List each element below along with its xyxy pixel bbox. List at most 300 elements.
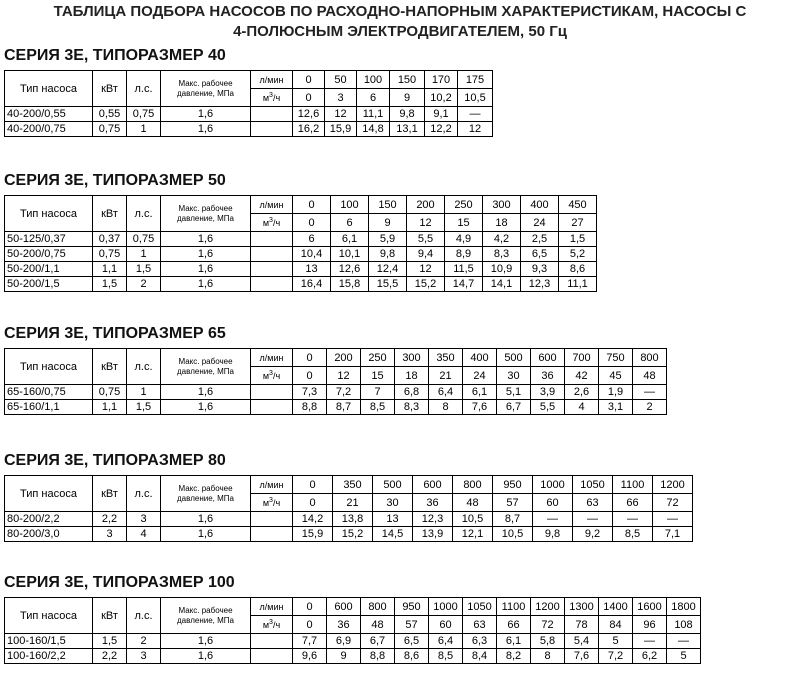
flow-lmin-value: 150 bbox=[390, 71, 425, 89]
pump-pressure: 1,6 bbox=[161, 634, 251, 649]
pump-kw: 2,2 bbox=[93, 512, 127, 527]
head-value: 9,4 bbox=[407, 247, 445, 262]
pump-kw: 1,5 bbox=[93, 277, 127, 292]
head-value: 6,1 bbox=[331, 232, 369, 247]
flow-m3h-value: 60 bbox=[533, 494, 573, 512]
header-row bbox=[5, 476, 693, 494]
table-row bbox=[5, 262, 597, 277]
head-value: 10,1 bbox=[331, 247, 369, 262]
flow-m3h-value: 9 bbox=[369, 214, 407, 232]
pump-pressure: 1,6 bbox=[161, 122, 251, 137]
head-value: 6,8 bbox=[395, 385, 429, 400]
flow-lmin-value: 200 bbox=[327, 349, 361, 367]
unit-spacer-cell bbox=[251, 277, 293, 292]
head-value: 12,3 bbox=[521, 277, 559, 292]
head-value: 9,8 bbox=[390, 107, 425, 122]
head-value: 4,2 bbox=[483, 232, 521, 247]
pump-model: 65-160/0,75 bbox=[5, 385, 93, 400]
pump-hp: 2 bbox=[127, 277, 161, 292]
head-value: 8,6 bbox=[559, 262, 597, 277]
header-row bbox=[5, 598, 701, 616]
col-header-kw: кВт bbox=[93, 476, 127, 512]
table-row bbox=[5, 107, 493, 122]
flow-lmin-value: 1000 bbox=[429, 598, 463, 616]
flow-lmin-value: 400 bbox=[521, 196, 559, 214]
flow-lmin-value: 150 bbox=[369, 196, 407, 214]
head-value: — bbox=[633, 385, 667, 400]
pump-kw: 1,5 bbox=[93, 634, 127, 649]
head-value: 12 bbox=[458, 122, 493, 137]
col-header-pump-type: Тип насоса bbox=[5, 196, 93, 232]
flow-lmin-value: 800 bbox=[633, 349, 667, 367]
unit-spacer-cell bbox=[251, 247, 293, 262]
series-heading: СЕРИЯ 3Е, ТИПОРАЗМЕР 50 bbox=[4, 172, 226, 189]
head-value: 6,9 bbox=[327, 634, 361, 649]
head-value: 6,4 bbox=[429, 634, 463, 649]
flow-m3h-value: 42 bbox=[565, 367, 599, 385]
flow-unit-m3h-sup: 3 bbox=[269, 496, 273, 504]
series-table bbox=[4, 348, 667, 415]
flow-m3h-value: 3 bbox=[325, 89, 357, 107]
flow-unit-m3h bbox=[251, 89, 293, 107]
pump-pressure: 1,6 bbox=[161, 385, 251, 400]
flow-lmin-value: 800 bbox=[453, 476, 493, 494]
flow-lmin-value: 700 bbox=[565, 349, 599, 367]
pump-model: 50-200/1,1 bbox=[5, 262, 93, 277]
flow-m3h-value: 0 bbox=[293, 616, 327, 634]
table-row bbox=[5, 122, 493, 137]
flow-m3h-value: 45 bbox=[599, 367, 633, 385]
header-row bbox=[5, 349, 667, 367]
head-value: 9,8 bbox=[533, 527, 573, 542]
col-header-max-pressure: Макс. рабочее давление, МПа bbox=[161, 349, 251, 385]
flow-unit-lmin: л/мин bbox=[251, 71, 293, 89]
flow-lmin-value: 0 bbox=[293, 349, 327, 367]
head-value: — bbox=[458, 107, 493, 122]
flow-lmin-value: 170 bbox=[425, 71, 458, 89]
table-row bbox=[5, 385, 667, 400]
head-value: 14,1 bbox=[483, 277, 521, 292]
col-header-kw: кВт bbox=[93, 598, 127, 634]
pump-kw: 1,1 bbox=[93, 262, 127, 277]
series-table bbox=[4, 597, 701, 664]
head-value: 12,4 bbox=[369, 262, 407, 277]
head-value: 6,3 bbox=[463, 634, 497, 649]
head-value: 8 bbox=[531, 649, 565, 664]
pump-hp: 1,5 bbox=[127, 262, 161, 277]
pump-hp: 4 bbox=[127, 527, 161, 542]
pump-model: 80-200/3,0 bbox=[5, 527, 93, 542]
head-value: 8,3 bbox=[483, 247, 521, 262]
head-value: 3,1 bbox=[599, 400, 633, 415]
head-value: 7,7 bbox=[293, 634, 327, 649]
pump-hp: 2 bbox=[127, 634, 161, 649]
flow-lmin-value: 1800 bbox=[667, 598, 701, 616]
flow-unit-m3h-sup: 3 bbox=[269, 216, 273, 224]
head-value: 9,8 bbox=[369, 247, 407, 262]
head-value: 8,9 bbox=[445, 247, 483, 262]
flow-lmin-value: 100 bbox=[357, 71, 390, 89]
table-row bbox=[5, 649, 701, 664]
col-header-kw: кВт bbox=[93, 196, 127, 232]
pump-kw: 0,75 bbox=[93, 122, 127, 137]
head-value: 6,4 bbox=[429, 385, 463, 400]
head-value: — bbox=[533, 512, 573, 527]
col-header-hp: л.с. bbox=[127, 598, 161, 634]
pump-pressure: 1,6 bbox=[161, 277, 251, 292]
flow-m3h-value: 0 bbox=[293, 494, 333, 512]
pump-hp: 0,75 bbox=[127, 232, 161, 247]
page-title-line-2: 4-ПОЛЮСНЫМ ЭЛЕКТРОДВИГАТЕЛЕМ, 50 Гц bbox=[233, 23, 567, 40]
col-header-pump-type: Тип насоса bbox=[5, 349, 93, 385]
flow-lmin-value: 600 bbox=[413, 476, 453, 494]
head-value: 1,5 bbox=[559, 232, 597, 247]
col-header-max-pressure: Макс. рабочее давление, МПа bbox=[161, 476, 251, 512]
pump-pressure: 1,6 bbox=[161, 400, 251, 415]
pump-hp: 1 bbox=[127, 247, 161, 262]
flow-lmin-value: 350 bbox=[429, 349, 463, 367]
head-value: 8,3 bbox=[395, 400, 429, 415]
head-value: 8,5 bbox=[361, 400, 395, 415]
table-row bbox=[5, 232, 597, 247]
col-header-pump-type: Тип насоса bbox=[5, 71, 93, 107]
head-value: — bbox=[613, 512, 653, 527]
pump-model: 100-160/1,5 bbox=[5, 634, 93, 649]
head-value: 8,6 bbox=[395, 649, 429, 664]
flow-lmin-value: 1100 bbox=[613, 476, 653, 494]
pump-kw: 3 bbox=[93, 527, 127, 542]
head-value: 7,2 bbox=[327, 385, 361, 400]
flow-m3h-value: 12 bbox=[407, 214, 445, 232]
head-value: 12 bbox=[407, 262, 445, 277]
flow-lmin-value: 1400 bbox=[599, 598, 633, 616]
pump-model: 65-160/1,1 bbox=[5, 400, 93, 415]
head-value: 11,5 bbox=[445, 262, 483, 277]
flow-m3h-value: 84 bbox=[599, 616, 633, 634]
flow-m3h-value: 30 bbox=[373, 494, 413, 512]
pump-kw: 0,75 bbox=[93, 247, 127, 262]
head-value: 5,8 bbox=[531, 634, 565, 649]
flow-m3h-value: 9 bbox=[390, 89, 425, 107]
pump-hp: 1,5 bbox=[127, 400, 161, 415]
flow-lmin-value: 250 bbox=[445, 196, 483, 214]
head-value: 7,2 bbox=[599, 649, 633, 664]
flow-lmin-value: 1050 bbox=[573, 476, 613, 494]
head-value: 14,5 bbox=[373, 527, 413, 542]
head-value: 6,5 bbox=[521, 247, 559, 262]
flow-m3h-value: 0 bbox=[293, 89, 325, 107]
head-value: 8,8 bbox=[361, 649, 395, 664]
flow-lmin-value: 1050 bbox=[463, 598, 497, 616]
head-value: 10,5 bbox=[453, 512, 493, 527]
head-value: 5 bbox=[667, 649, 701, 664]
series-table bbox=[4, 475, 693, 542]
head-value: 15,2 bbox=[407, 277, 445, 292]
head-value: 13,9 bbox=[413, 527, 453, 542]
head-value: 9,3 bbox=[521, 262, 559, 277]
flow-m3h-value: 36 bbox=[413, 494, 453, 512]
head-value: 5,4 bbox=[565, 634, 599, 649]
head-value: 11,1 bbox=[559, 277, 597, 292]
header-row bbox=[5, 196, 597, 214]
flow-m3h-value: 48 bbox=[633, 367, 667, 385]
flow-m3h-value: 96 bbox=[633, 616, 667, 634]
head-value: 10,5 bbox=[493, 527, 533, 542]
flow-lmin-value: 950 bbox=[395, 598, 429, 616]
head-value: 12,1 bbox=[453, 527, 493, 542]
series-table bbox=[4, 70, 493, 137]
header-row bbox=[5, 71, 493, 89]
head-value: 13,1 bbox=[390, 122, 425, 137]
head-value: 14,2 bbox=[293, 512, 333, 527]
flow-m3h-value: 10,5 bbox=[458, 89, 493, 107]
unit-spacer-cell bbox=[251, 400, 293, 415]
flow-lmin-value: 350 bbox=[333, 476, 373, 494]
head-value: 2,6 bbox=[565, 385, 599, 400]
table-row bbox=[5, 512, 693, 527]
head-value: 7 bbox=[361, 385, 395, 400]
head-value: 5,1 bbox=[497, 385, 531, 400]
head-value: 5 bbox=[599, 634, 633, 649]
flow-unit-lmin: л/мин bbox=[251, 598, 293, 616]
flow-m3h-value: 21 bbox=[429, 367, 463, 385]
head-value: 8,7 bbox=[327, 400, 361, 415]
flow-unit-m3h-sup: 3 bbox=[269, 618, 273, 626]
flow-unit-m3h-suffix: /ч bbox=[272, 92, 281, 103]
head-value: 5,5 bbox=[531, 400, 565, 415]
head-value: 12,6 bbox=[293, 107, 325, 122]
unit-spacer-cell bbox=[251, 385, 293, 400]
head-value: 8,2 bbox=[497, 649, 531, 664]
flow-lmin-value: 0 bbox=[293, 476, 333, 494]
flow-lmin-value: 0 bbox=[293, 598, 327, 616]
col-header-kw: кВт bbox=[93, 349, 127, 385]
flow-unit-m3h-prefix: м bbox=[262, 619, 270, 630]
unit-spacer-cell bbox=[251, 634, 293, 649]
head-value: 16,2 bbox=[293, 122, 325, 137]
head-value: 9,6 bbox=[293, 649, 327, 664]
pump-model: 50-125/0,37 bbox=[5, 232, 93, 247]
head-value: 8,4 bbox=[463, 649, 497, 664]
head-value: 10,9 bbox=[483, 262, 521, 277]
flow-m3h-value: 48 bbox=[361, 616, 395, 634]
flow-lmin-value: 750 bbox=[599, 349, 633, 367]
flow-lmin-value: 250 bbox=[361, 349, 395, 367]
head-value: 7,6 bbox=[463, 400, 497, 415]
flow-unit-m3h-suffix: /ч bbox=[272, 370, 281, 381]
flow-lmin-value: 1000 bbox=[533, 476, 573, 494]
pump-model: 40-200/0,55 bbox=[5, 107, 93, 122]
series-table bbox=[4, 195, 597, 292]
flow-lmin-value: 1200 bbox=[653, 476, 693, 494]
col-header-hp: л.с. bbox=[127, 476, 161, 512]
head-value: 12,6 bbox=[331, 262, 369, 277]
pump-pressure: 1,6 bbox=[161, 247, 251, 262]
head-value: 1,9 bbox=[599, 385, 633, 400]
head-value: — bbox=[667, 634, 701, 649]
unit-spacer-cell bbox=[251, 232, 293, 247]
col-header-hp: л.с. bbox=[127, 349, 161, 385]
flow-lmin-value: 1100 bbox=[497, 598, 531, 616]
col-header-kw: кВт bbox=[93, 71, 127, 107]
flow-m3h-value: 10,2 bbox=[425, 89, 458, 107]
flow-unit-m3h-prefix: м bbox=[262, 497, 270, 508]
flow-unit-m3h bbox=[251, 367, 293, 385]
flow-unit-lmin: л/мин bbox=[251, 349, 293, 367]
flow-lmin-value: 300 bbox=[483, 196, 521, 214]
flow-m3h-value: 63 bbox=[463, 616, 497, 634]
flow-m3h-value: 18 bbox=[395, 367, 429, 385]
pump-pressure: 1,6 bbox=[161, 527, 251, 542]
flow-m3h-value: 24 bbox=[521, 214, 559, 232]
head-value: 9,2 bbox=[573, 527, 613, 542]
head-value: — bbox=[633, 634, 667, 649]
pump-model: 100-160/2,2 bbox=[5, 649, 93, 664]
table-row bbox=[5, 400, 667, 415]
flow-unit-m3h bbox=[251, 214, 293, 232]
flow-unit-m3h-prefix: м bbox=[262, 217, 270, 228]
flow-m3h-value: 63 bbox=[573, 494, 613, 512]
flow-m3h-value: 78 bbox=[565, 616, 599, 634]
head-value: 15,8 bbox=[331, 277, 369, 292]
flow-lmin-value: 300 bbox=[395, 349, 429, 367]
head-value: 7,6 bbox=[565, 649, 599, 664]
pump-pressure: 1,6 bbox=[161, 262, 251, 277]
series-heading: СЕРИЯ 3Е, ТИПОРАЗМЕР 40 bbox=[4, 47, 226, 64]
head-value: 6,5 bbox=[395, 634, 429, 649]
col-header-max-pressure: Макс. рабочее давление, МПа bbox=[161, 71, 251, 107]
flow-m3h-value: 60 bbox=[429, 616, 463, 634]
head-value: 14,7 bbox=[445, 277, 483, 292]
unit-spacer-cell bbox=[251, 527, 293, 542]
unit-spacer-cell bbox=[251, 122, 293, 137]
unit-spacer-cell bbox=[251, 649, 293, 664]
head-value: 6,1 bbox=[497, 634, 531, 649]
pump-kw: 2,2 bbox=[93, 649, 127, 664]
flow-m3h-value: 15 bbox=[361, 367, 395, 385]
flow-lmin-value: 200 bbox=[407, 196, 445, 214]
flow-lmin-value: 600 bbox=[531, 349, 565, 367]
pump-kw: 1,1 bbox=[93, 400, 127, 415]
flow-unit-m3h bbox=[251, 494, 293, 512]
head-value: 2 bbox=[633, 400, 667, 415]
head-value: 8,7 bbox=[493, 512, 533, 527]
table-row bbox=[5, 527, 693, 542]
head-value: 6,7 bbox=[497, 400, 531, 415]
head-value: 8,5 bbox=[429, 649, 463, 664]
flow-unit-m3h-prefix: м bbox=[262, 370, 270, 381]
head-value: 4 bbox=[565, 400, 599, 415]
flow-lmin-value: 100 bbox=[331, 196, 369, 214]
unit-spacer-cell bbox=[251, 107, 293, 122]
flow-lmin-value: 500 bbox=[373, 476, 413, 494]
head-value: 5,5 bbox=[407, 232, 445, 247]
pump-hp: 3 bbox=[127, 512, 161, 527]
pump-hp: 1 bbox=[127, 385, 161, 400]
head-value: 6,2 bbox=[633, 649, 667, 664]
head-value: 6,1 bbox=[463, 385, 497, 400]
flow-m3h-value: 48 bbox=[453, 494, 493, 512]
head-value: 14,8 bbox=[357, 122, 390, 137]
head-value: 13,8 bbox=[333, 512, 373, 527]
head-value: 7,1 bbox=[653, 527, 693, 542]
head-value: — bbox=[653, 512, 693, 527]
pump-model: 50-200/0,75 bbox=[5, 247, 93, 262]
flow-lmin-value: 50 bbox=[325, 71, 357, 89]
flow-m3h-value: 57 bbox=[395, 616, 429, 634]
flow-lmin-value: 450 bbox=[559, 196, 597, 214]
head-value: 15,2 bbox=[333, 527, 373, 542]
flow-lmin-value: 1600 bbox=[633, 598, 667, 616]
flow-m3h-value: 66 bbox=[497, 616, 531, 634]
flow-unit-m3h-suffix: /ч bbox=[272, 619, 281, 630]
col-header-max-pressure: Макс. рабочее давление, МПа bbox=[161, 196, 251, 232]
col-header-hp: л.с. bbox=[127, 71, 161, 107]
flow-unit-m3h-sup: 3 bbox=[269, 91, 273, 99]
pump-pressure: 1,6 bbox=[161, 107, 251, 122]
flow-lmin-value: 175 bbox=[458, 71, 493, 89]
head-value: 7,3 bbox=[293, 385, 327, 400]
head-value: 8,5 bbox=[613, 527, 653, 542]
flow-m3h-value: 27 bbox=[559, 214, 597, 232]
page-title bbox=[0, 2, 800, 42]
col-header-pump-type: Тип насоса bbox=[5, 476, 93, 512]
flow-unit-m3h-suffix: /ч bbox=[272, 497, 281, 508]
pump-model: 80-200/2,2 bbox=[5, 512, 93, 527]
head-value: 11,1 bbox=[357, 107, 390, 122]
flow-m3h-value: 36 bbox=[531, 367, 565, 385]
flow-unit-lmin: л/мин bbox=[251, 196, 293, 214]
flow-m3h-value: 18 bbox=[483, 214, 521, 232]
head-value: 3,9 bbox=[531, 385, 565, 400]
flow-lmin-value: 0 bbox=[293, 71, 325, 89]
pump-pressure: 1,6 bbox=[161, 649, 251, 664]
pump-kw: 0,75 bbox=[93, 385, 127, 400]
flow-m3h-value: 6 bbox=[331, 214, 369, 232]
flow-m3h-value: 66 bbox=[613, 494, 653, 512]
pump-kw: 0,55 bbox=[93, 107, 127, 122]
flow-unit-m3h-prefix: м bbox=[262, 92, 270, 103]
flow-m3h-value: 0 bbox=[293, 367, 327, 385]
flow-m3h-value: 12 bbox=[327, 367, 361, 385]
flow-unit-lmin: л/мин bbox=[251, 476, 293, 494]
head-value: 6,7 bbox=[361, 634, 395, 649]
head-value: 13 bbox=[293, 262, 331, 277]
head-value: 12 bbox=[325, 107, 357, 122]
page-title-line-1: ТАБЛИЦА ПОДБОРА НАСОСОВ ПО РАСХОДНО-НАПОРНЫМ ХАРАКТЕРИСТИКАМ, НАСОСЫ С bbox=[53, 3, 747, 20]
flow-m3h-value: 57 bbox=[493, 494, 533, 512]
head-value: 8 bbox=[429, 400, 463, 415]
head-value: 13 bbox=[373, 512, 413, 527]
head-value: 15,9 bbox=[325, 122, 357, 137]
flow-m3h-value: 108 bbox=[667, 616, 701, 634]
head-value: 15,5 bbox=[369, 277, 407, 292]
flow-m3h-value: 0 bbox=[293, 214, 331, 232]
flow-lmin-value: 400 bbox=[463, 349, 497, 367]
flow-m3h-value: 24 bbox=[463, 367, 497, 385]
head-value: 15,9 bbox=[293, 527, 333, 542]
head-value: 9,1 bbox=[425, 107, 458, 122]
flow-m3h-value: 72 bbox=[531, 616, 565, 634]
head-value: 10,4 bbox=[293, 247, 331, 262]
head-value: — bbox=[573, 512, 613, 527]
head-value: 5,9 bbox=[369, 232, 407, 247]
flow-unit-m3h bbox=[251, 616, 293, 634]
series-heading: СЕРИЯ 3Е, ТИПОРАЗМЕР 80 bbox=[4, 452, 226, 469]
series-heading: СЕРИЯ 3Е, ТИПОРАЗМЕР 65 bbox=[4, 325, 226, 342]
flow-unit-m3h-sup: 3 bbox=[269, 369, 273, 377]
flow-lmin-value: 800 bbox=[361, 598, 395, 616]
